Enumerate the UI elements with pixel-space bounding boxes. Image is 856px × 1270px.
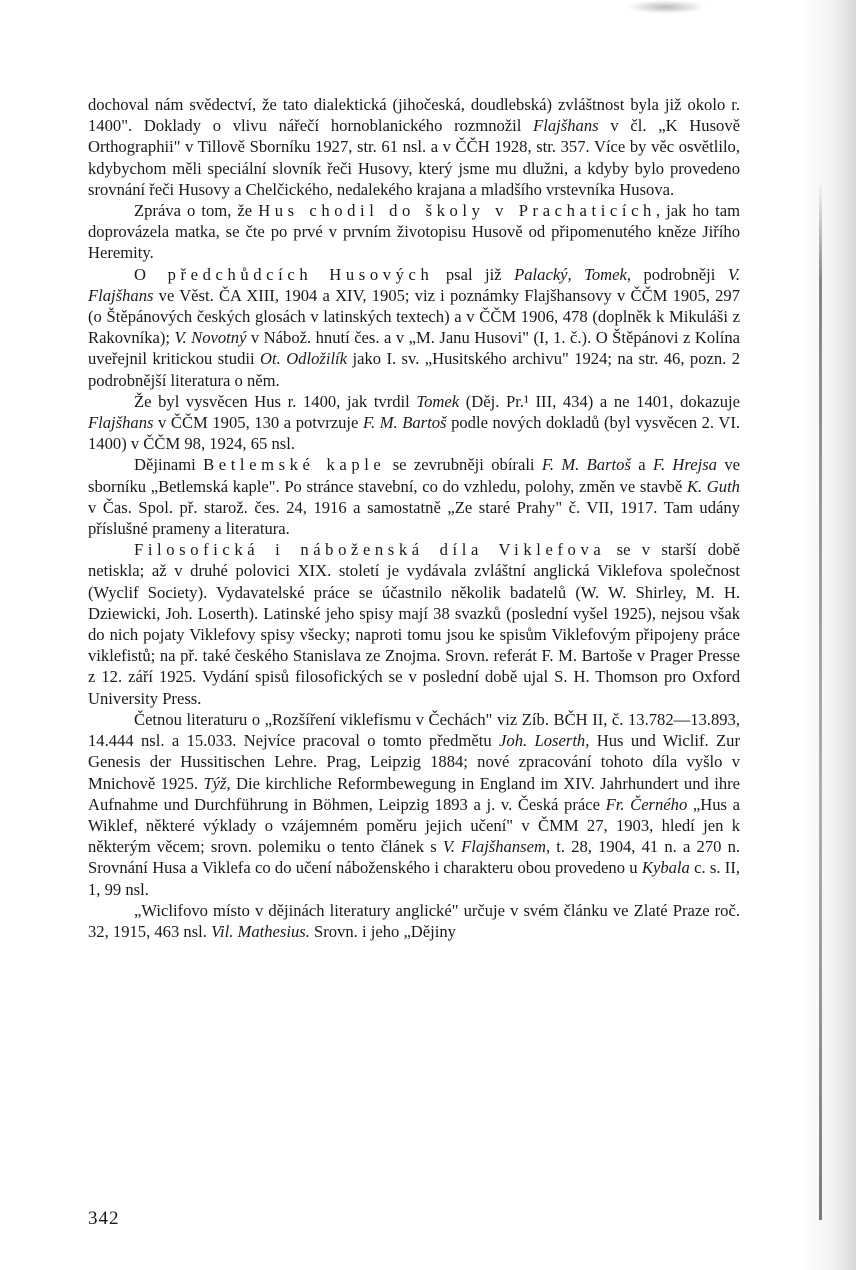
- italic-reference: F. Hrejsa: [652, 455, 717, 475]
- spaced-emphasis: Filosofická i náboženská díla Viklefova: [134, 540, 606, 560]
- italic-reference: Palacký, Tomek,: [514, 264, 632, 284]
- italic-reference: K. Guth: [686, 476, 740, 496]
- italic-reference: V. Flajšhansem,: [442, 837, 551, 857]
- body-text: [88, 94, 740, 942]
- text-run: v Čas. Spol. př. starož. čes. 24, 1916 a samostatně „Ze staré Prahy" č. VII, 1917. Tam udány příslušné prameny a literatura.: [88, 497, 740, 539]
- italic-reference: Vil. Mathesius.: [211, 921, 310, 941]
- page-edge-line: [819, 180, 822, 1220]
- text-run: Že byl vysvěcen Hus r. 1400, jak tvrdil: [134, 391, 417, 411]
- paragraph-5: [88, 454, 740, 539]
- page-number: 342: [88, 1208, 120, 1229]
- text-run: , jak ho tam doprovázela matka, se čte po prvé v prvním životopisu Husově od připomenutého kněze Jiřího Heremity.: [88, 201, 741, 263]
- italic-reference: Kybala: [641, 858, 690, 878]
- paragraph-6: [88, 539, 740, 709]
- text-run: dochoval nám svědectví, že tato dialektická (jihočeská, doudlebská) zvláštnost byla již okolo r. 1400". Doklady o vlivu nářečí hornoblanického rozmnožil: [88, 95, 740, 136]
- text-run: v Nábož. hnutí čes. a v „M. Janu Husovi" (I, 1. č.). O Štěpánovi z Kolína uveřejnil kritickou studii: [88, 328, 740, 369]
- italic-reference: Flajšhans: [88, 413, 154, 433]
- text-run: Die kirchliche Reformbewegung in England im XIV. Jahrhundert und ihre Aufnahme und Durchführung in Böhmen, Leipzig 1893 a j. v. Česká práce: [88, 773, 741, 814]
- italic-reference: V. Novotný: [174, 328, 247, 348]
- text-run: Hus und Wiclif. Zur Genesis der Hussitischen Lehre. Prag, Leipzig 1884; nové zpracování tohoto díla vyšlo v Mnichově 1925.: [88, 731, 741, 793]
- paragraph-7: [88, 709, 740, 900]
- text-run: a: [630, 455, 653, 475]
- text-run: ve Věst. ČA XIII, 1904 a XIV, 1905; viz i poznámky Flajšhansovy v ČČM 1905, 297 (o Štěpánových českých glosách v latinských textech) a v ČČM 1906, 478 (doplněk k Mikuláši z Rakovníka);: [88, 285, 740, 348]
- italic-reference: Tomek: [416, 391, 460, 411]
- text-run: podle nových dokladů (byl vysvěcen 2. VI. 1400) v ČČM 98, 1924, 65 nsl.: [88, 413, 740, 454]
- paragraph-1: [88, 94, 740, 200]
- text-run: c. s. II, 1, 99 nsl.: [88, 858, 741, 899]
- spaced-emphasis: Hus chodil do školy v Prachaticích: [258, 201, 656, 221]
- text-run: v ČČM 1905, 130 a potvrzuje: [153, 413, 363, 433]
- text-run: ve sborníku „Betlemská kaple". Po stránce stavební, co do vzhledu, polohy, změn ve stavbě: [88, 455, 740, 496]
- paragraph-8: [88, 900, 740, 942]
- italic-reference: Ot. Odložilík: [260, 349, 348, 369]
- scan-corner-shadow: [626, 0, 706, 14]
- text-run: Srovn. i jeho „Dějiny: [309, 921, 456, 941]
- spaced-emphasis: Betlemské kaple: [203, 455, 386, 475]
- italic-reference: Fr. Černého: [605, 794, 688, 814]
- italic-reference: Flajšhans: [533, 116, 599, 136]
- text-run: t. 28, 1904, 41 n. a 270 n. Srovnání Husa a Viklefa co do učení náboženského i charakteru obou provedeno u: [88, 837, 741, 878]
- italic-reference: F. M. Bartoš: [541, 455, 631, 475]
- text-run: psal již: [433, 264, 515, 284]
- text-run: „Hus a Wiklef, některé výklady o vzájemném poměru jejich učení" v ČMM 27, 1903, hledí jen k některým věcem; srovn. polemiku o tento článek s: [88, 794, 741, 857]
- text-run: podrobněji: [631, 264, 728, 284]
- italic-reference: F. M. Bartoš: [362, 413, 447, 433]
- italic-reference: Týž,: [203, 773, 231, 793]
- text-run: Četnou literaturu o „Rozšíření viklefismu v Čechách" viz Zíb. BČH II, č. 13.782—13.893, 14.444 nsl. a 15.033. Nejvíce pracoval o tomto předmětu: [88, 709, 740, 751]
- italic-reference: Joh. Loserth,: [499, 731, 590, 751]
- italic-reference: V. Flajšhans: [88, 264, 741, 305]
- spaced-emphasis: O předchůdcích Husových: [134, 264, 434, 284]
- text-run: „Wiclifovo místo v dějinách literatury anglické" určuje v svém článku ve Zlaté Praze roč. 32, 1915, 463 nsl.: [88, 900, 740, 941]
- text-run: jako I. sv. „Husitského archivu" 1924; na str. 46, pozn. 2 podrobnější literatura o něm.: [88, 349, 741, 390]
- paragraph-2: [88, 200, 740, 264]
- text-run: se zevrubněji obírali: [385, 455, 542, 475]
- text-run: Zpráva o tom, že: [134, 201, 259, 221]
- paragraph-4: [88, 391, 740, 455]
- text-run: se v starší době netiskla; až v druhé polovici XIX. století je vydávala zvláštní anglická Viklefova společnost (Wyclif Society). Vydavatelské práce se účastnilo několik badatelů (W. W. Shirley, M. H. Dziewicki, Joh. Loserth). Latinské jeho spisy mají 38 svazků (poslední vyšel 1925), nejsou však do nich pojaty Viklefovy spisy všecky; naproti tomu jsou ke spisům Viklefovým připojeny práce viklefistů; na př. také českého Stanislava ze Znojma. Srovn. referát F. M. Bartoše v Prager Presse z 12. září 1925. Vydání spisů filosofických se v poslední době ujal S. H. Thomson pro Oxford University Press.: [88, 540, 741, 708]
- page-edge-shadow: [800, 0, 856, 1270]
- paragraph-3: [88, 264, 740, 391]
- text-run: (Děj. Pr.¹ III, 434) a ne 1401, dokazuje: [459, 391, 740, 411]
- text-run: Dějinami: [134, 455, 204, 475]
- text-run: v čl. „K Husově Orthographii" v Tillově Sborníku 1927, str. 61 nsl. a v ČČH 1928, str. 357. Více by věc osvětlilo, kdybychom měli speciální slovník řeči Husovy, který jsme mu dlužni, a kdyby bylo provedeno srovnání řeči Husovy a Chelčického, nedalekého krajana a mladšího vrstevníka Husova.: [88, 116, 740, 199]
